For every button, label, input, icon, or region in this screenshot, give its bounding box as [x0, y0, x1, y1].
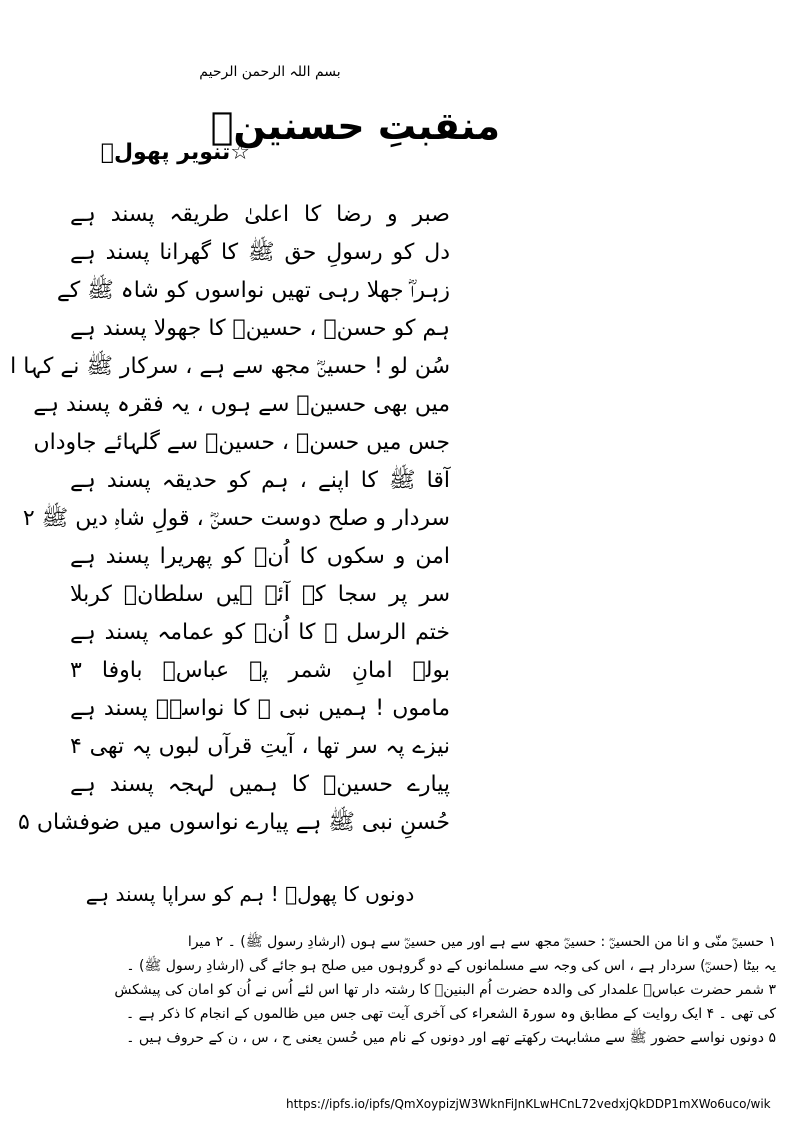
footnote-line: ۳ شمر حضرت عباسؓ علمدار کی والدہ حضرت اُم البنینؓ کا رشتہ دار تھا اس لئے اُس نے اُن کو امان کی پیشکش — [114, 982, 776, 998]
footnotes — [56, 930, 776, 1050]
verse-line: میں بھی حسینؓ سے ہوں ، یہ فقرہ پسند ہے — [33, 392, 450, 417]
verse-line: بولے امانِ شمر پہ عباسؓ باوفا ۳ — [70, 658, 450, 683]
verse-line: ختم الرسل ﷺ کا اُنؓ کو عمامہ پسند ہے — [70, 620, 450, 645]
verse-line: سُن لو ! حسینؓ مجھ سے ہے ، سرکار ﷺ نے کہا ا — [10, 354, 450, 379]
footnote-line: کی تھی ۔ ۴ ایک روایت کے مطابق وہ سورۃ الشعراء کی آخری آیت تھی جس میں ظالموں کے انجام کا ذکر ہے ۔ — [125, 1006, 776, 1022]
poet-name: ☆تنویر پھولؔ — [100, 140, 250, 165]
verse-line: زہراؓ جھلا رہی تھیں نواسوں کو شاہ ﷺ کے — [56, 278, 450, 303]
verse-line: دل کو رسولِ حق ﷺ کا گھرانا پسند ہے — [70, 240, 450, 265]
bismillah-heading: بسم اللہ الرحمن الرحیم — [199, 64, 341, 80]
verse-line: سر پر سجا کے آئے ہیں سلطانؓ کربلا — [70, 582, 450, 607]
verse-line: صبر و رضا کا اعلیٰ طریقہ پسند ہے — [70, 202, 450, 227]
verse-line: ہم کو حسنؓ ، حسینؓ کا جھولا پسند ہے — [70, 316, 450, 341]
verse-line: امن و سکوں کا اُنؓ کو پھریرا پسند ہے — [70, 544, 450, 569]
footnote-line: ۱ حسینؓ منّی و انا من الحسینؓ : حسینؓ مجھ سے ہے اور میں حسینؓ سے ہوں (ارشادِ رسول ﷺ) ۔ ۲ میرا — [187, 934, 776, 950]
verse-line: نیزے پہ سر تھا ، آیتِ قرآں لبوں پہ تھی ۴ — [70, 734, 450, 759]
verse-line: جس میں حسنؓ ، حسینؓ سے گلہائے جاوداں — [33, 430, 450, 455]
page-title: منقبتِ حسنینؓ — [210, 104, 500, 148]
verse-line: ماموں ! ہمیں نبی ﷺ کا نواسہؓ پسند ہے — [70, 696, 450, 721]
source-url: https://ipfs.io/ipfs/QmXoypizjW3WknFiJnKLwHCnL72vedxjQkDDP1mXWo6uco/wik — [286, 1097, 771, 1111]
verse-line: سردار و صلح دوست حسنؓ ، قولِ شاہِ دیں ﷺ ۲ — [22, 506, 450, 531]
footnote-line: یہ بیٹا (حسنؓ) سردار ہے ، اس کی وجہ سے مسلمانوں کے دو گروہوں میں صلح ہو جائے گی (ارشادِ رسول ﷺ) ۔ — [126, 958, 776, 974]
poem-verses — [10, 196, 450, 842]
closing-verse: دونوں کا پھولؔ ! ہم کو سراپا پسند ہے — [85, 882, 415, 906]
verse-line: آقا ﷺ کا اپنے ، ہم کو حدیقہ پسند ہے — [70, 468, 450, 493]
footnote-line: ۵ دونوں نواسے حضور ﷺ سے مشابہت رکھتے تھے اور دونوں کے نام میں حُسن یعنی ح ، س ، ن کے حروف ہیں ۔ — [126, 1030, 776, 1046]
verse-line: حُسنِ نبی ﷺ ہے پیارے نواسوں میں ضوفشاں ۵ — [18, 810, 450, 835]
verse-line: پیارے حسینؓ کا ہمیں لہجہ پسند ہے — [70, 772, 450, 797]
